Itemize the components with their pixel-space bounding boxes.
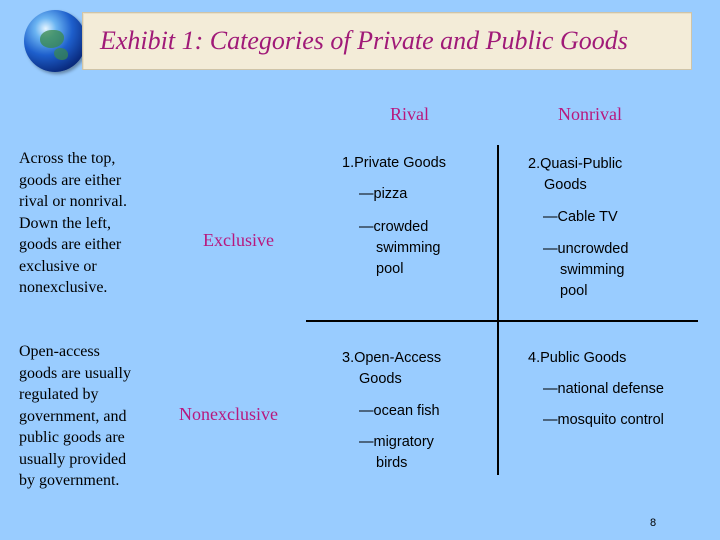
column-header-nonrival: Nonrival: [558, 104, 622, 124]
cell-item: —pizza: [359, 186, 408, 202]
cell-heading: Goods: [544, 177, 587, 193]
column-header-rival: Rival: [390, 104, 429, 124]
cell-item: birds: [376, 455, 408, 471]
cell-item: —mosquito control: [543, 412, 664, 428]
globe-logo-icon: [24, 10, 86, 72]
note-line: Down the left,: [19, 214, 111, 232]
row-label-nonexclusive: Nonexclusive: [179, 404, 278, 424]
note-line: goods are usually: [19, 364, 131, 382]
cell-quasi-item-1: [543, 207, 618, 228]
cell-open-item-2: [359, 432, 434, 474]
cell-private-goods: [342, 153, 446, 174]
note-line: usually provided: [19, 450, 127, 468]
cell-public-item-2: [543, 410, 664, 431]
vertical-divider: [497, 145, 499, 475]
cell-item: swimming: [376, 240, 441, 256]
cell-item: swimming: [560, 262, 625, 278]
cell-quasi-item-2: [543, 239, 628, 302]
cell-private-item-2: [359, 217, 440, 280]
cell-heading: Goods: [359, 371, 402, 387]
note-line: by government.: [19, 472, 120, 489]
note-line: rival or nonrival.: [19, 193, 127, 210]
cell-heading: 1.Private Goods: [342, 155, 446, 171]
note-line: goods are either: [19, 236, 122, 253]
cell-item: —ocean fish: [359, 403, 440, 419]
page-number: 8: [650, 517, 657, 529]
cell-heading: 2.Quasi-Public: [528, 156, 623, 172]
cell-item: —uncrowded: [543, 241, 629, 257]
cell-item: —migratory: [359, 434, 434, 450]
note-line: exclusive or: [19, 257, 97, 275]
cell-heading: 4.Public Goods: [528, 350, 627, 366]
cell-private-item-1: [359, 184, 407, 205]
note-line: Across the top,: [19, 150, 116, 167]
note-line: Open-access: [19, 343, 100, 360]
cell-item: pool: [560, 283, 588, 299]
row-label-exclusive: Exclusive: [203, 230, 274, 250]
cell-heading: 3.Open-Access: [342, 350, 442, 366]
cell-public-item-1: [543, 379, 664, 400]
cell-quasi-public-goods: [528, 154, 622, 196]
note-line: public goods are: [19, 429, 125, 446]
slide-title: Exhibit 1: Categories of Private and Public Goods: [100, 26, 628, 55]
note-line: nonexclusive.: [19, 279, 108, 296]
cell-open-item-1: [359, 401, 440, 422]
cell-item: —national defense: [543, 381, 664, 397]
cell-item: pool: [376, 261, 404, 277]
note-bottom: [19, 341, 169, 492]
horizontal-divider: [306, 320, 698, 322]
note-top: [19, 148, 169, 299]
cell-public-goods: [528, 348, 626, 369]
cell-item: —crowded: [359, 219, 429, 235]
note-line: government, and: [19, 407, 127, 425]
note-line: regulated by: [19, 386, 99, 403]
note-line: goods are either: [19, 171, 122, 189]
cell-open-access-goods: [342, 348, 441, 390]
cell-item: —Cable TV: [543, 209, 618, 225]
